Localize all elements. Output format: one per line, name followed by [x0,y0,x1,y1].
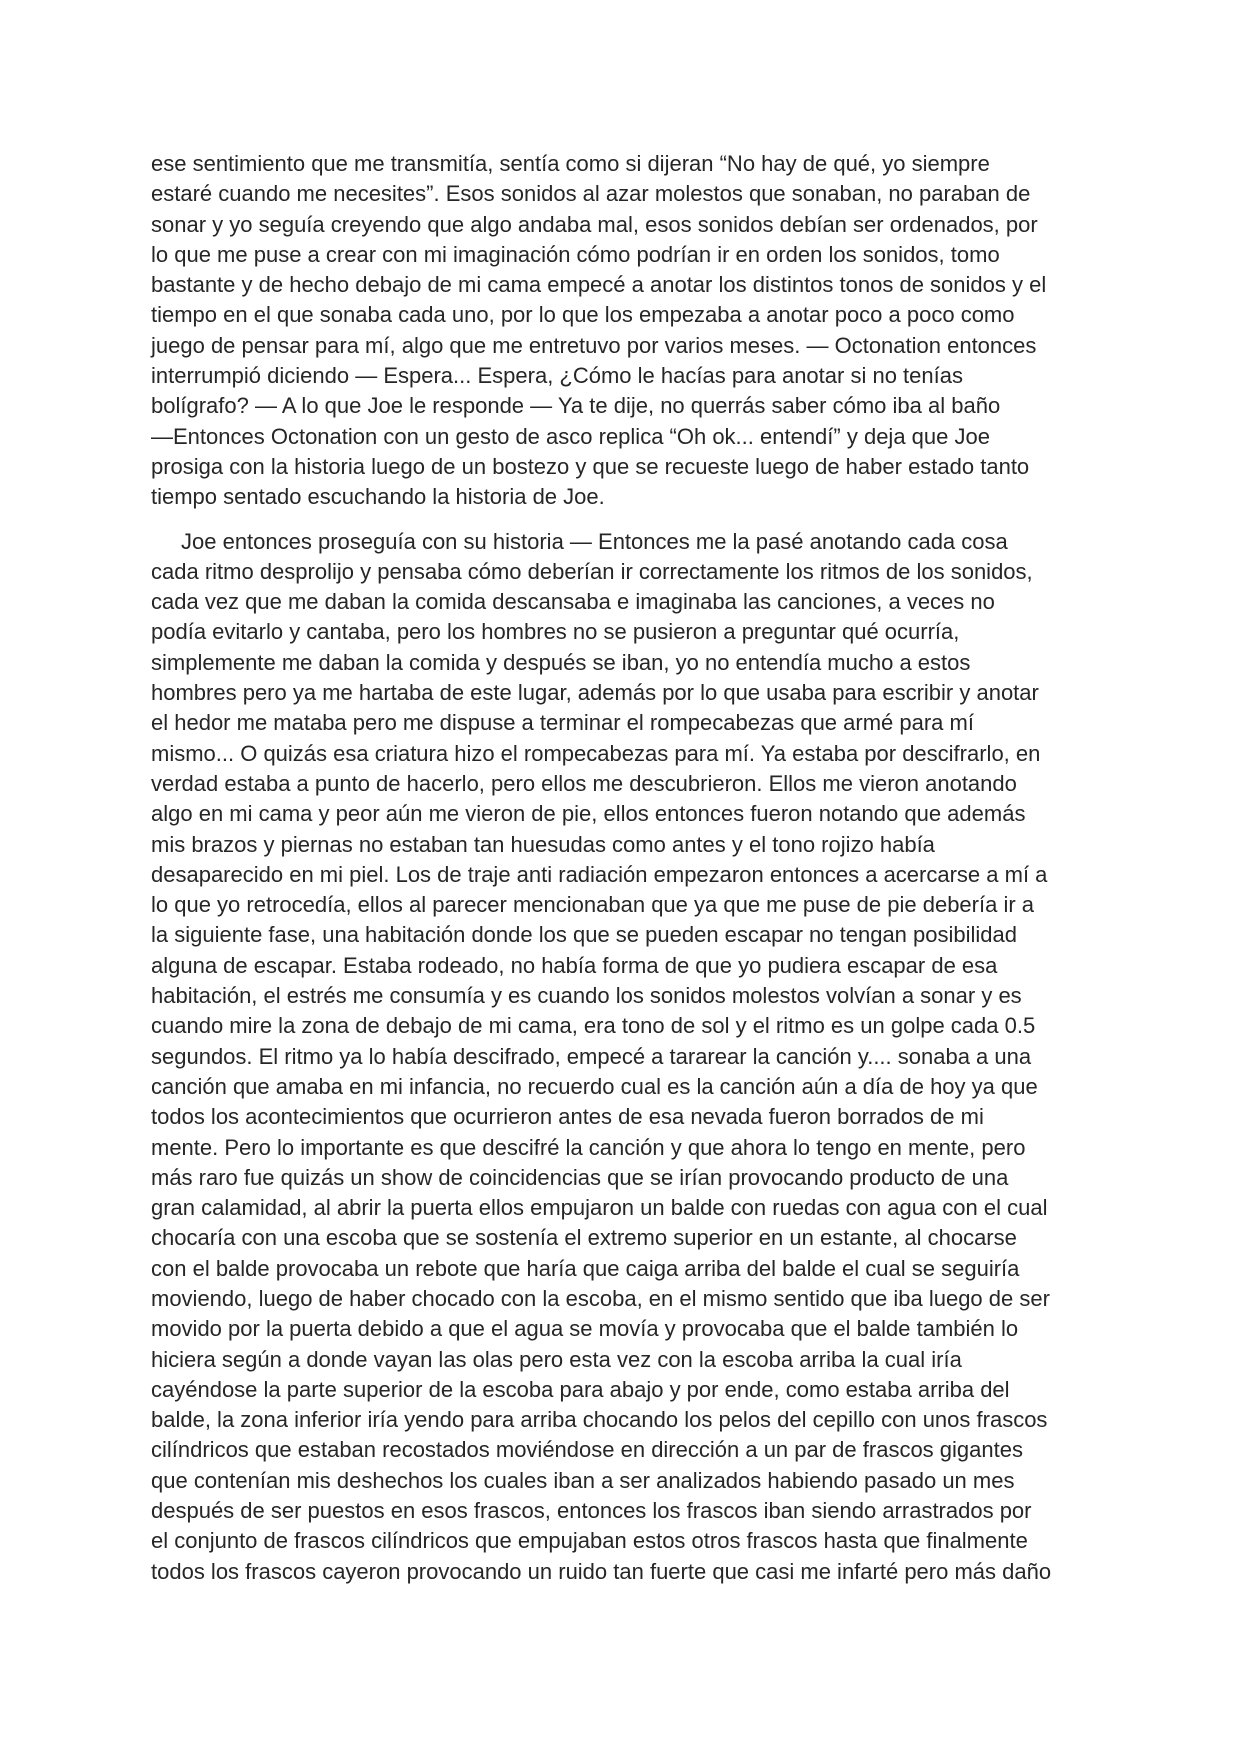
text-line: cayéndose la parte superior de la escoba para abajo y por ende, como estaba arriba del [151,1376,1010,1402]
text-line: todos los acontecimientos que ocurrieron antes de esa nevada fueron borrados de mi [151,1104,984,1130]
text-line: lo que me puse a crear con mi imaginación cómo podrían ir en orden los sonidos, tomo [151,241,1000,267]
text-line: prosiga con la historia luego de un bostezo y que se recueste luego de haber estado tanto [151,453,1030,479]
text-line: simplemente me daban la comida y después se iban, yo no entendía mucho a estos [151,649,971,675]
text-line: estaré cuando me necesites”. Esos sonidos al azar molestos que sonaban, no paraban de [151,181,1031,207]
text-line: el conjunto de frascos cilíndricos que empujaban estos otros frascos hasta que finalmente [151,1528,1028,1554]
text-line: mis brazos y piernas no estaban tan huesudas como antes y el tono rojizo había [151,831,935,857]
text-line: canción que amaba en mi infancia, no recuerdo cual es la canción aún a día de hoy ya que [151,1073,1038,1099]
text-line: ese sentimiento que me transmitía, sentía como si dijeran “No hay de qué, yo siempre [151,151,990,176]
text-line: bolígrafo? — A lo que Joe le responde — Ya te dije, no querrás saber cómo iba al baño [151,393,1001,419]
text-line: desaparecido en mi piel. Los de traje anti radiación empezaron entonces a acercarse a mí a [151,861,1048,887]
paragraph-2 [151,527,1096,1587]
text-line: —Entonces Octonation con un gesto de asco replica “Oh ok... entendí” y deja que Joe [151,423,990,449]
text-line: cuando mire la zona de debajo de mi cama, era tono de sol y el ritmo es un golpe cada 0.5 [151,1013,1036,1039]
text-line: verdad estaba a punto de hacerlo, pero ellos me descubrieron. Ellos me vieron anotando [151,770,1017,796]
text-line: movido por la puerta debido a que el agua se movía y provocaba que el balde también lo [151,1316,1019,1342]
text-line: habitación, el estrés me consumía y es cuando los sonidos molestos volvían a sonar y es [151,983,1022,1009]
text-line: gran calamidad, al abrir la puerta ellos empujaron un balde con ruedas con agua con el cual [151,1195,1048,1221]
text-line: lo que yo retrocedía, ellos al parecer mencionaban que ya que me puse de pie debería ir a [151,892,1035,918]
text-line: mismo... O quizás esa criatura hizo el rompecabezas para mí. Ya estaba por descifrarlo, en [151,740,1041,766]
text-line: podía evitarlo y cantaba, pero los hombres no se pusieron a preguntar qué ocurría, [151,619,960,645]
paragraph-1 [151,149,1096,513]
text-line: alguna de escapar. Estaba rodeado, no había forma de que yo pudiera escapar de esa [151,952,998,978]
text-line: Joe entonces proseguía con su historia — Entonces me la pasé anotando cada cosa [181,528,1008,554]
text-line: el hedor me mataba pero me dispuse a terminar el rompecabezas que armé para mí [151,710,974,736]
text-line: bastante y de hecho debajo de mi cama empecé a anotar los distintos tonos de sonidos y el [151,272,1047,298]
text-line: interrumpió diciendo — Espera... Espera, ¿Cómo le hacías para anotar si no tenías [151,363,963,389]
text-line: cada ritmo desprolijo y pensaba cómo deberían ir correctamente los ritmos de los sonidos, [151,558,1033,584]
text-line: hiciera según a donde vayan las olas pero esta vez con la escoba arriba la cual iría [151,1346,962,1372]
text-line: algo en mi cama y peor aún me vieron de pie, ellos entonces fueron notando que además [151,801,1026,827]
text-line: segundos. El ritmo ya lo había descifrado, empecé a tararear la canción y.... sonaba a una [151,1043,1032,1069]
text-line: todos los frascos cayeron provocando un ruido tan fuerte que casi me infarté pero más daño [151,1558,1052,1584]
text-line: más raro fue quizás un show de coincidencias que se irían provocando producto de una [151,1164,1009,1190]
text-line: después de ser puestos en esos frascos, entonces los frascos iban siendo arrastrados por [151,1498,1032,1524]
text-line: mente. Pero lo importante es que descifré la canción y que ahora lo tengo en mente, pero [151,1134,1026,1160]
text-line: con el balde provocaba un rebote que haría que caiga arriba del balde el cual se seguiría [151,1255,1020,1281]
text-line: que contenían mis deshechos los cuales iban a ser analizados habiendo pasado un mes [151,1467,1015,1493]
text-line: cilíndricos que estaban recostados moviéndose en dirección a un par de frascos gigantes [151,1437,1023,1463]
text-line: hombres pero ya me hartaba de este lugar, además por lo que usaba para escribir y anotar [151,680,1039,706]
text-line: moviendo, luego de haber chocado con la escoba, en el mismo sentido que iba luego de ser [151,1285,1050,1311]
text-line: chocaría con una escoba que se sostenía el extremo superior en un estante, al chocarse [151,1225,1017,1251]
text-line: tiempo en el que sonaba cada uno, por lo que los empezaba a anotar poco a poco como [151,302,1015,328]
text-line: la siguiente fase, una habitación donde los que se pueden escapar no tengan posibilidad [151,922,1017,948]
text-line: balde, la zona inferior iría yendo para arriba chocando los pelos del cepillo con unos frascos [151,1407,1048,1433]
text-line: sonar y yo seguía creyendo que algo andaba mal, esos sonidos debían ser ordenados, por [151,211,1038,237]
text-line: tiempo sentado escuchando la historia de Joe. [151,484,605,510]
text-line: juego de pensar para mí, algo que me entretuvo por varios meses. — Octonation entonces [151,332,1037,358]
body-text [151,149,1096,1587]
text-line: cada vez que me daban la comida descansaba e imaginaba las canciones, a veces no [151,589,995,615]
